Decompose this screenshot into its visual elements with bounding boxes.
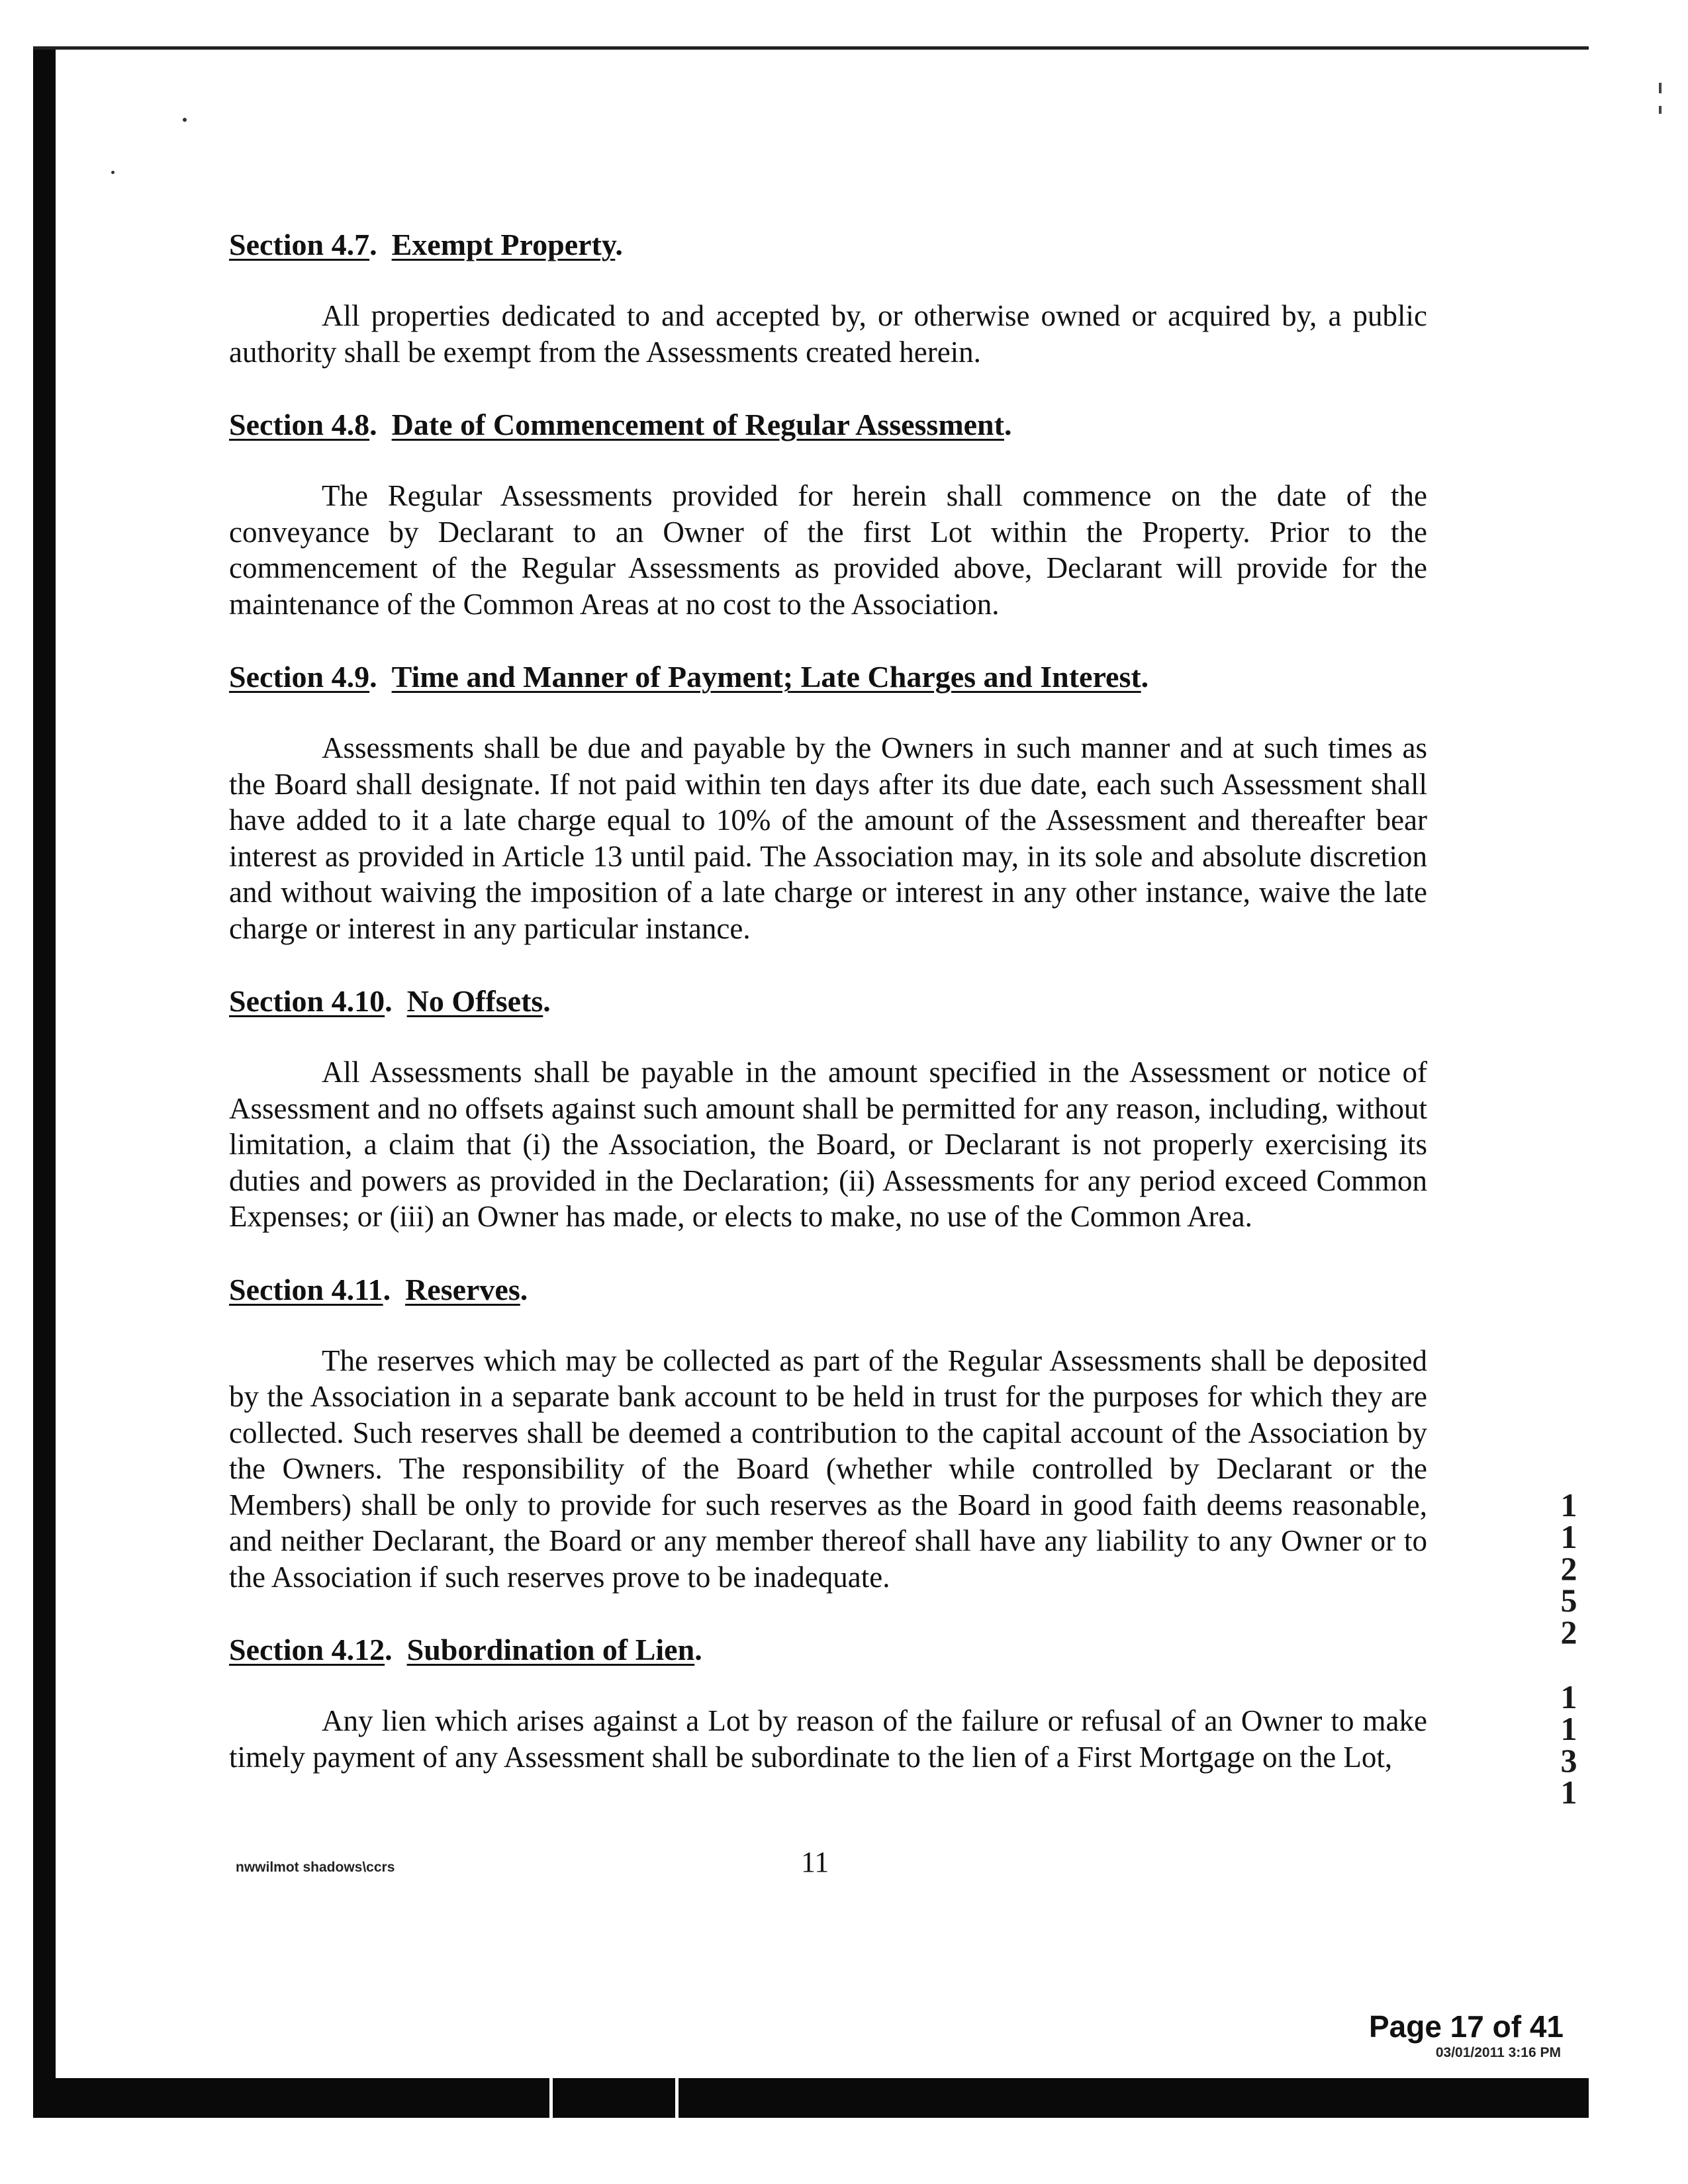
section-paragraph: All properties dedicated to and accepted by, or otherwise owned or acquired by, a public authority shall be exempt from the Assessments created herein.	[229, 299, 1427, 369]
section-4-11	[229, 1270, 1427, 1596]
heading-end: .	[694, 1633, 702, 1666]
heading-separator: .	[383, 1272, 391, 1306]
section-heading	[229, 981, 1427, 1021]
heading-end: .	[615, 228, 623, 261]
margin-digit: 2	[1560, 1550, 1577, 1587]
heading-end: .	[1004, 408, 1012, 441]
margin-digit: 1	[1560, 1486, 1577, 1524]
section-heading	[229, 1270, 1427, 1310]
section-number: Section 4.8	[229, 408, 370, 441]
record-datetime: 03/01/2011 3:16 PM	[1435, 2045, 1561, 2060]
scan-border-tick	[549, 2078, 553, 2118]
heading-separator: .	[369, 408, 377, 441]
section-heading	[229, 405, 1427, 445]
section-4-9	[229, 657, 1427, 946]
scan-border-left	[33, 46, 56, 2118]
heading-end: .	[520, 1272, 528, 1306]
section-number: Section 4.7	[229, 228, 370, 261]
section-title: Time and Manner of Payment; Late Charges and Interest	[391, 660, 1141, 694]
margin-digit: 1	[1560, 1678, 1577, 1715]
heading-separator: .	[385, 1633, 393, 1666]
margin-digit: 3	[1560, 1742, 1577, 1779]
section-paragraph: All Assessments shall be payable in the amount specified in the Assessment or notice of Assessment and no offsets against such amount shall be permitted for any reason, including, without limitation, a claim that (i) the Association, the Board, or Declarant is not properly exercising its duties and powers as provided in the Declaration; (ii) Assessments for any period exceed Common Expenses; or (iii) an Owner has made, or elects to make, no use of the Common Area.	[229, 1056, 1427, 1233]
section-number: Section 4.10	[229, 984, 385, 1018]
section-paragraph: The reserves which may be collected as part of the Regular Assessments shall be deposited by the Association in a separate bank account to be held in trust for the purposes for which they are collected. Such reserves shall be deemed a contribution to the capital account of the Association by the Owners. The responsibility of the Board (whether while controlled by Declarant or the Members) shall be only to provide for such reserves as the Board in good faith deems reasonable, and neither Declarant, the Board or any member thereof shall have any liability to any Owner or to the Association if such reserves prove to be inadequate.	[229, 1343, 1427, 1594]
heading-separator: .	[369, 228, 377, 261]
scan-border-top	[33, 46, 1589, 50]
section-4-12	[229, 1630, 1427, 1775]
scan-border-tick	[675, 2078, 679, 2118]
scan-border-bottom	[33, 2078, 1589, 2118]
section-title: Reserves	[405, 1272, 520, 1306]
margin-digit: 1	[1560, 1710, 1577, 1747]
margin-digit: 2	[1560, 1614, 1577, 1651]
section-paragraph: Any lien which arises against a Lot by reason of the failure or refusal of an Owner to make timely payment of any Assessment shall be subordinate to the lien of a First Mortgage on the Lot,	[229, 1704, 1427, 1774]
section-paragraph: Assessments shall be due and payable by the Owners in such manner and at such times as the Board shall designate. If not paid within ten days after its due date, each such Assessment shall have added to it a late charge equal to 10% of the amount of the Assessment and thereafter bear interest as provided in Article 13 until paid. The Association may, in its sole and absolute discretion and without waiving the imposition of a late charge or interest in any other instance, waive the late charge or interest in any particular instance.	[229, 731, 1427, 945]
document-body	[229, 225, 1427, 1810]
section-heading	[229, 225, 1427, 265]
margin-record-number-upper	[1549, 1486, 1589, 1651]
heading-separator: .	[369, 660, 377, 694]
record-page-count: Page 17 of 41	[1368, 2009, 1564, 2044]
section-4-10	[229, 981, 1427, 1235]
footer-page-number: 11	[801, 1846, 829, 1878]
heading-end: .	[543, 984, 551, 1018]
section-title: Subordination of Lien	[406, 1633, 695, 1666]
section-title: No Offsets	[406, 984, 543, 1018]
margin-digit: 1	[1560, 1774, 1577, 1811]
section-paragraph: The Regular Assessments provided for herein shall commence on the date of the conveyance by Declarant to an Owner of the first Lot within the Property. Prior to the commencement of the Regular Assessments as provided above, Declarant will provide for the maintenance of the Common Areas at no cost to the Association.	[229, 479, 1427, 621]
section-heading	[229, 1630, 1427, 1670]
section-4-7	[229, 225, 1427, 370]
scan-edge-mark	[1659, 83, 1662, 93]
section-title: Date of Commencement of Regular Assessment	[391, 408, 1004, 441]
footer-file-path: nwwilmot shadows\ccrs	[236, 1860, 395, 1875]
margin-digit: 5	[1560, 1582, 1577, 1619]
heading-separator: .	[385, 984, 393, 1018]
section-number: Section 4.12	[229, 1633, 385, 1666]
section-number: Section 4.9	[229, 660, 370, 694]
section-title: Exempt Property	[391, 228, 616, 261]
margin-digit: 1	[1560, 1518, 1577, 1555]
heading-end: .	[1141, 660, 1149, 694]
section-heading	[229, 657, 1427, 697]
section-number: Section 4.11	[229, 1272, 383, 1306]
section-4-8	[229, 405, 1427, 622]
scan-speck	[183, 118, 187, 122]
margin-record-number-lower	[1549, 1678, 1589, 1811]
scan-edge-mark	[1659, 106, 1662, 114]
scan-speck	[111, 171, 115, 174]
